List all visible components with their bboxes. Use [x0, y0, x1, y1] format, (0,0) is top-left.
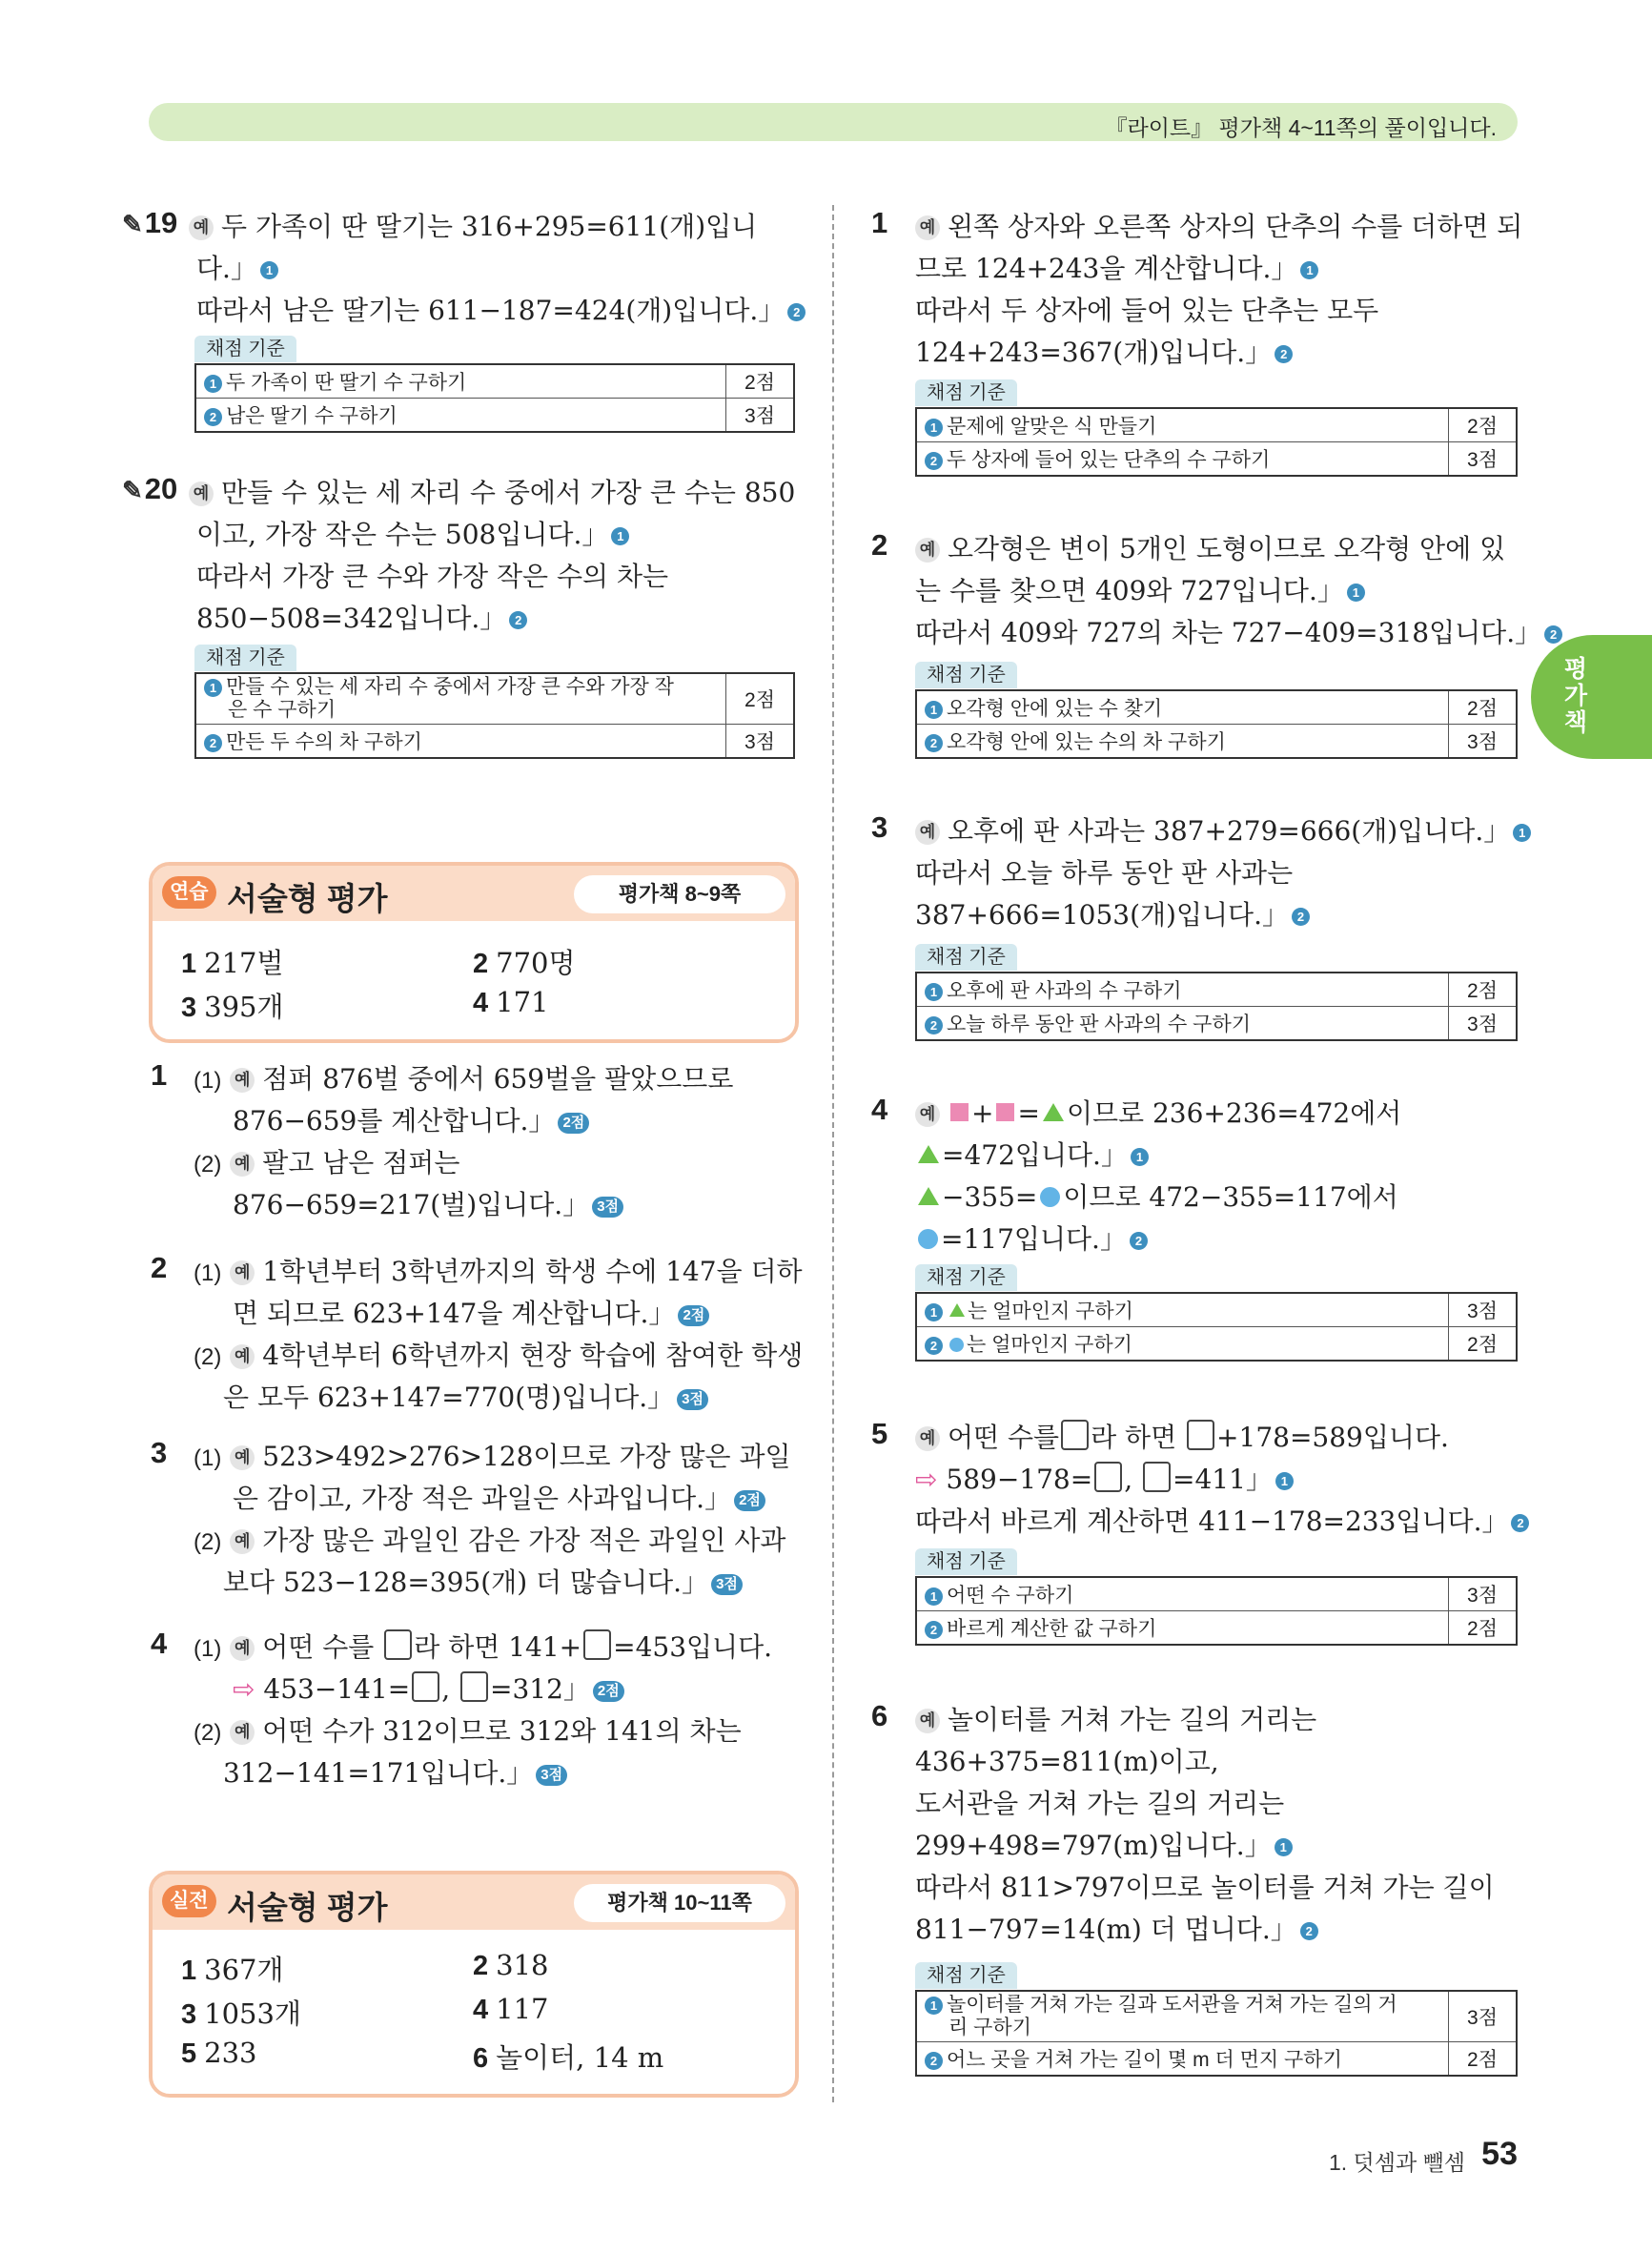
line: 따라서 남은 딸기는 611−187=424(개)입니다.」	[196, 295, 785, 326]
step-mark: 2	[1544, 625, 1562, 644]
question-2: 2 (1) 예 1학년부터 3학년까지의 학생 수에 147을 더하 면 되므로 623+147을 계산합니다.」 2점 (2) 예 4학년부터 6학년까지 현장 학습에 참여한 학생 은 모두 623+147=770(명)입니다.」 3점	[151, 1251, 804, 1413]
criteria-label: 채점 기준	[915, 1962, 1017, 1989]
criteria-table	[915, 1292, 1518, 1362]
square-shape-icon	[996, 1103, 1014, 1121]
square-shape-icon	[950, 1103, 969, 1121]
blank-box	[1143, 1462, 1171, 1492]
blank-box	[1061, 1420, 1089, 1450]
question-3: 3 (1) 예 523>492>276>128이므로 가장 많은 과일 은 감이고, 가장 적은 과일은 사과입니다.」 2점 (2) 예 가장 많은 과일인 감은 가장 적은 과일인 사과 보다 523−128=395(개) 더 많습니다.」 3점	[151, 1436, 791, 1598]
example-badge: 예	[915, 1709, 940, 1733]
box-header	[153, 1874, 795, 1930]
real-badge: 실전	[162, 1885, 216, 1917]
points-badge: 2점	[734, 1490, 765, 1511]
line: 만들 수 있는 세 자리 수 중에서 가장 큰 수는 850	[221, 477, 796, 508]
example-badge: 예	[230, 1260, 255, 1285]
step-mark: 1	[260, 261, 278, 279]
step-mark: 2	[1130, 1232, 1148, 1250]
table-row: 2 바르게 계산한 값 구하기 2점	[916, 1611, 1517, 1646]
step-mark: 1	[925, 701, 943, 719]
table-row: 2 만든 두 수의 차 구하기 3점	[195, 725, 794, 759]
problem-number: 4	[871, 1093, 888, 1126]
step-mark: 1	[204, 679, 222, 697]
answer-item: 4 171	[473, 986, 549, 1018]
triangle-shape-icon	[1043, 1103, 1064, 1121]
right-problem-6: 6 예 놀이터를 거쳐 가는 길의 거리는 436+375=811(m)이고, 도서관을 거쳐 가는 길의 거리는 299+498=797(m)입니다.」 1 따라서 811>797이므로 놀이터를 거쳐 가는 길이 811−797=14(m) 더 멉니다.」 2	[871, 1699, 1495, 1945]
right-problem-4: 4 예 + = 이므로 236+236=472에서 =472입니다.」 1 −355= 이므로 472−355=117에서 =117입니다.」 2	[871, 1093, 1402, 1255]
points-badge: 2점	[678, 1305, 709, 1326]
header-banner	[149, 103, 1518, 141]
answer-item: 2 770명	[473, 947, 576, 979]
problem-20	[122, 472, 799, 644]
criteria-table	[915, 1576, 1518, 1646]
table-row: 2 두 상자에 들어 있는 단추의 수 구하기 3점	[916, 442, 1517, 477]
chapter-title: 1. 덧셈과 뺄셈	[1328, 2150, 1465, 2175]
right-problem-2: 2 예 오각형은 변이 5개인 도형이므로 오각형 안에 있 는 수를 찾으면 409와 727입니다.」 1 따라서 409와 727의 차는 727−409=318입니다.」 2	[871, 528, 1519, 662]
criteria-table	[194, 363, 795, 433]
step-mark: 2	[925, 1016, 943, 1034]
step-mark: 2	[925, 1621, 943, 1639]
table-row: 2 오각형 안에 있는 수의 차 구하기 3점	[916, 725, 1517, 759]
box-reference: 평가책 10~11쪽	[574, 1884, 785, 1922]
step-mark: 2	[1300, 1922, 1318, 1940]
step-mark: 1	[611, 527, 629, 545]
blank-box	[384, 1629, 412, 1660]
step-mark: 1	[1131, 1148, 1149, 1166]
line: 다.」	[196, 253, 257, 284]
table-row: 1 오후에 판 사과의 수 구하기 2점	[916, 973, 1517, 1007]
example-badge: 예	[230, 1720, 255, 1745]
step-mark: 1	[925, 1587, 943, 1606]
step-mark: 1	[1513, 824, 1531, 842]
box-title: 서술형 평가	[227, 1890, 388, 1925]
example-badge: 예	[189, 215, 214, 240]
answer-item: 3 1053개	[181, 1997, 301, 2030]
step-mark: 2	[925, 1337, 943, 1355]
right-problem-5: 5 예 어떤 수를 라 하면 +178=589입니다. ⇨ 589−178= , =411」 1 따라서 바르게 계산하면 411−178=233입니다.」 2	[871, 1417, 1519, 1550]
problem-number: 4	[151, 1627, 168, 1660]
page-number: 53	[1481, 2136, 1518, 2172]
problem-number: 5	[871, 1417, 888, 1450]
example-badge: 예	[230, 1344, 255, 1369]
criteria-label: 채점 기준	[915, 662, 1017, 688]
table-row: 1 어떤 수 구하기 3점	[916, 1577, 1517, 1611]
arrow-icon: ⇨	[233, 1673, 255, 1705]
criteria-label: 채점 기준	[915, 944, 1017, 971]
points-badge: 3점	[677, 1389, 708, 1410]
box-reference: 평가책 8~9쪽	[574, 875, 785, 913]
question-4: 4 (1) 예 어떤 수를 라 하면 141+ =453입니다. ⇨ 453−141= , =312」 2점 (2) 예 어떤 수가 312이므로 312와 141의 차는 312−141=171입니다.」 3점	[151, 1627, 773, 1789]
real-answer-box	[149, 1871, 799, 2098]
blank-box	[460, 1671, 488, 1702]
triangle-shape-icon	[918, 1145, 939, 1163]
criteria-label: 채점 기준	[194, 645, 296, 671]
pencil-icon: ✎	[122, 476, 143, 504]
pencil-icon: ✎	[122, 210, 143, 238]
points-badge: 3점	[711, 1574, 743, 1595]
step-mark: 2	[925, 734, 943, 752]
example-badge: 예	[915, 820, 940, 845]
criteria-table	[915, 1990, 1518, 2077]
step-mark: 2	[1292, 908, 1310, 926]
problem-number: 1	[871, 206, 888, 239]
example-badge: 예	[915, 1426, 940, 1451]
step-mark: 2	[1275, 345, 1293, 363]
criteria-label: 채점 기준	[915, 1264, 1017, 1291]
right-problem-3: 3 예 오후에 판 사과는 387+279=666(개)입니다.」 1 따라서 오늘 하루 동안 판 사과는 387+666=1053(개)입니다.」 2	[871, 810, 1519, 944]
right-problem-1: 1 예 왼쪽 상자와 오른쪽 상자의 단추의 수를 더하면 되 므로 124+243을 계산합니다.」 1 따라서 두 상자에 들어 있는 단추는 모두 124+243=367(개)입니다.」 2	[871, 206, 1523, 368]
step-mark: 1	[925, 1997, 943, 2015]
table-row: 2 어느 곳을 거쳐 가는 길이 몇 m 더 먼지 구하기 2점	[916, 2042, 1517, 2077]
points-badge: 3점	[592, 1197, 623, 1218]
criteria-table	[915, 972, 1518, 1041]
example-badge: 예	[230, 1152, 255, 1177]
step-mark: 2	[204, 408, 222, 426]
circle-shape-icon	[918, 1229, 938, 1249]
line: 두 가족이 딴 딸기는 316+295=611(개)입니	[221, 211, 758, 242]
box-title: 서술형 평가	[227, 881, 388, 916]
table-row: 1 오각형 안에 있는 수 찾기 2점	[916, 690, 1517, 725]
step-mark: 2	[509, 611, 527, 629]
criteria-label: 채점 기준	[915, 379, 1017, 406]
problem-number: 6	[871, 1699, 888, 1732]
circle-shape-icon	[1040, 1187, 1060, 1207]
side-tab[interactable]	[1531, 635, 1652, 759]
points-badge: 2점	[558, 1113, 589, 1134]
table-row: 2 는 얼마인지 구하기 2점	[916, 1327, 1517, 1362]
example-badge: 예	[189, 481, 214, 506]
problem-number: 2	[151, 1251, 168, 1284]
problem-number: ✎19	[122, 206, 178, 239]
table-row: 2 남은 딸기 수 구하기 3점	[195, 399, 794, 433]
criteria-table	[194, 672, 795, 759]
table-row: 2 오늘 하루 동안 판 사과의 수 구하기 3점	[916, 1007, 1517, 1041]
line: 850−508=342입니다.」	[196, 603, 507, 634]
step-mark: 2	[787, 303, 806, 321]
answer-item: 3 395개	[181, 991, 284, 1023]
line: 이고, 가장 작은 수는 508입니다.」	[196, 519, 609, 550]
triangle-shape-icon	[949, 1303, 965, 1317]
step-mark: 1	[925, 419, 943, 437]
step-mark: 1	[925, 1303, 943, 1321]
table-row: 1 두 가족이 딴 딸기 수 구하기 2점	[195, 364, 794, 399]
problem-number: 1	[151, 1058, 168, 1092]
question-1: 1 (1) 예 점퍼 876벌 중에서 659벌을 팔았으므로 876−659를 계산합니다.」 2점 (2) 예 팔고 남은 점퍼는 876−659=217(벌)입니다.」 3점	[151, 1058, 734, 1220]
table-row: 1 만들 수 있는 세 자리 수 중에서 가장 큰 수와 가장 작 은 수 구하기 2점	[195, 673, 794, 725]
problem-number: ✎20	[122, 472, 178, 505]
blank-box	[583, 1629, 611, 1660]
step-mark: 2	[204, 734, 222, 752]
example-badge: 예	[230, 1636, 255, 1661]
practice-badge: 연습	[162, 876, 216, 909]
arrow-icon: ⇨	[915, 1464, 938, 1495]
example-badge: 예	[915, 538, 940, 563]
column-divider	[832, 205, 834, 2102]
problem-number: 2	[871, 528, 888, 562]
answer-item: 4 117	[473, 1993, 549, 2025]
answer-item: 6 놀이터, 14 m	[473, 2041, 664, 2074]
answer-item: 5 233	[181, 2037, 257, 2069]
points-badge: 2점	[593, 1681, 624, 1702]
answer-item: 1 367개	[181, 1954, 284, 1986]
circle-shape-icon	[949, 1338, 964, 1352]
blank-box	[412, 1671, 439, 1702]
step-mark: 2	[1511, 1514, 1529, 1532]
step-mark: 1	[1275, 1472, 1294, 1490]
practice-answer-box	[149, 862, 799, 1043]
problem-number: 3	[871, 810, 888, 844]
banner-text: 『라이트』 평가책 4~11쪽의 풀이입니다.	[1105, 115, 1497, 140]
triangle-shape-icon	[918, 1187, 939, 1205]
step-mark: 1	[925, 983, 943, 1001]
criteria-table	[915, 407, 1518, 477]
box-header	[153, 866, 795, 921]
blank-box	[1187, 1420, 1214, 1450]
points-badge: 3점	[536, 1765, 567, 1786]
criteria-label: 채점 기준	[915, 1548, 1017, 1575]
problem-number: 3	[151, 1436, 168, 1469]
side-tab-label: 평가책	[1563, 656, 1588, 736]
line: 따라서 가장 큰 수와 가장 작은 수의 차는	[196, 561, 669, 592]
table-row: 1 문제에 알맞은 식 만들기 2점	[916, 408, 1517, 442]
table-row: 1 는 얼마인지 구하기 3점	[916, 1293, 1517, 1327]
example-badge: 예	[915, 215, 940, 240]
example-badge: 예	[915, 1102, 940, 1127]
blank-box	[1094, 1462, 1122, 1492]
step-mark: 1	[1275, 1838, 1293, 1856]
criteria-table	[915, 689, 1518, 759]
criteria-label: 채점 기준	[194, 336, 296, 362]
table-row: 1 놀이터를 거쳐 가는 길과 도서관을 거쳐 가는 길의 거 리 구하기 3점	[916, 1991, 1517, 2042]
example-badge: 예	[230, 1529, 255, 1554]
step-mark: 1	[204, 375, 222, 393]
step-mark: 2	[925, 2052, 943, 2070]
answer-item: 2 318	[473, 1949, 549, 1981]
example-badge: 예	[230, 1068, 255, 1093]
step-mark: 1	[1347, 584, 1365, 602]
step-mark: 1	[1300, 261, 1318, 279]
step-mark: 2	[925, 452, 943, 470]
example-badge: 예	[230, 1445, 255, 1470]
answer-item: 1 217벌	[181, 947, 284, 979]
